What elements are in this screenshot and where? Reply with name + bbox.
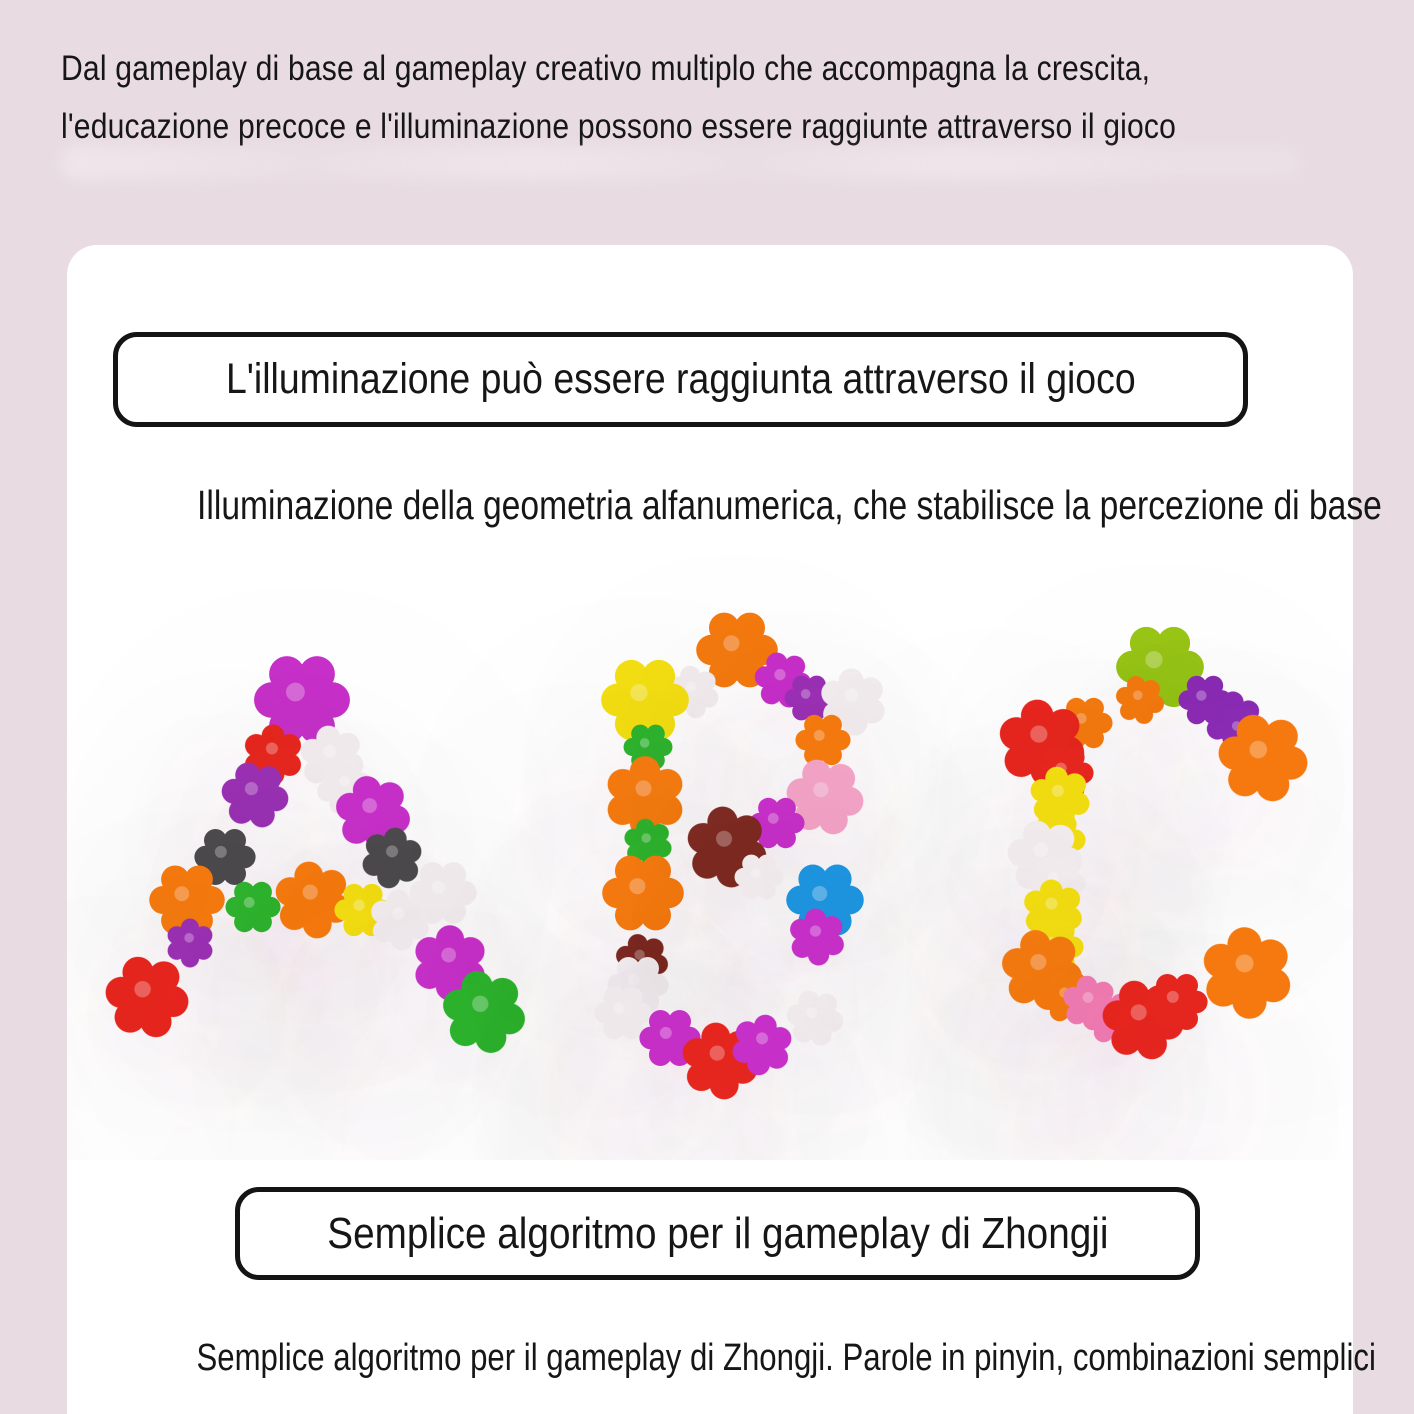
intro-paragraph [61, 40, 1358, 156]
section1-heading-pill [113, 332, 1248, 427]
flower-block [225, 882, 280, 932]
section2-heading-pill [235, 1187, 1200, 1280]
flower-block [602, 856, 684, 931]
erased-text-smudge [62, 147, 1302, 179]
flower-block [782, 987, 847, 1048]
blocks-letter-a [99, 656, 534, 1060]
abc-blocks-figure [67, 540, 1353, 1160]
flower-block [1188, 916, 1307, 1031]
blocks-letter-c [987, 627, 1314, 1064]
section1-heading: L'illuminazione può essere raggiunta attraverso il gioco [225, 355, 1136, 403]
blocks-letter-b [591, 613, 897, 1108]
section1-subtitle: Illuminazione della geometria alfanumerica, che stabilisce la percezione di base [197, 482, 1382, 528]
intro-line-2: l'educazione precoce e l'illuminazione possono essere raggiunte attraverso il gioco [61, 107, 1177, 146]
product-card [67, 245, 1382, 1414]
intro-line-1: Dal gameplay di base al gameplay creativo multiplo che accompagna la crescita, [61, 49, 1151, 88]
flower-block [99, 952, 195, 1042]
abc-blocks-svg [67, 540, 1353, 1160]
section2-heading: Semplice algoritmo per il gameplay di Zhongji [326, 1208, 1109, 1258]
section2-subtitle: Semplice algoritmo per il gameplay di Zhongji. Parole in pinyin, combinazioni semplici [196, 1337, 1376, 1379]
